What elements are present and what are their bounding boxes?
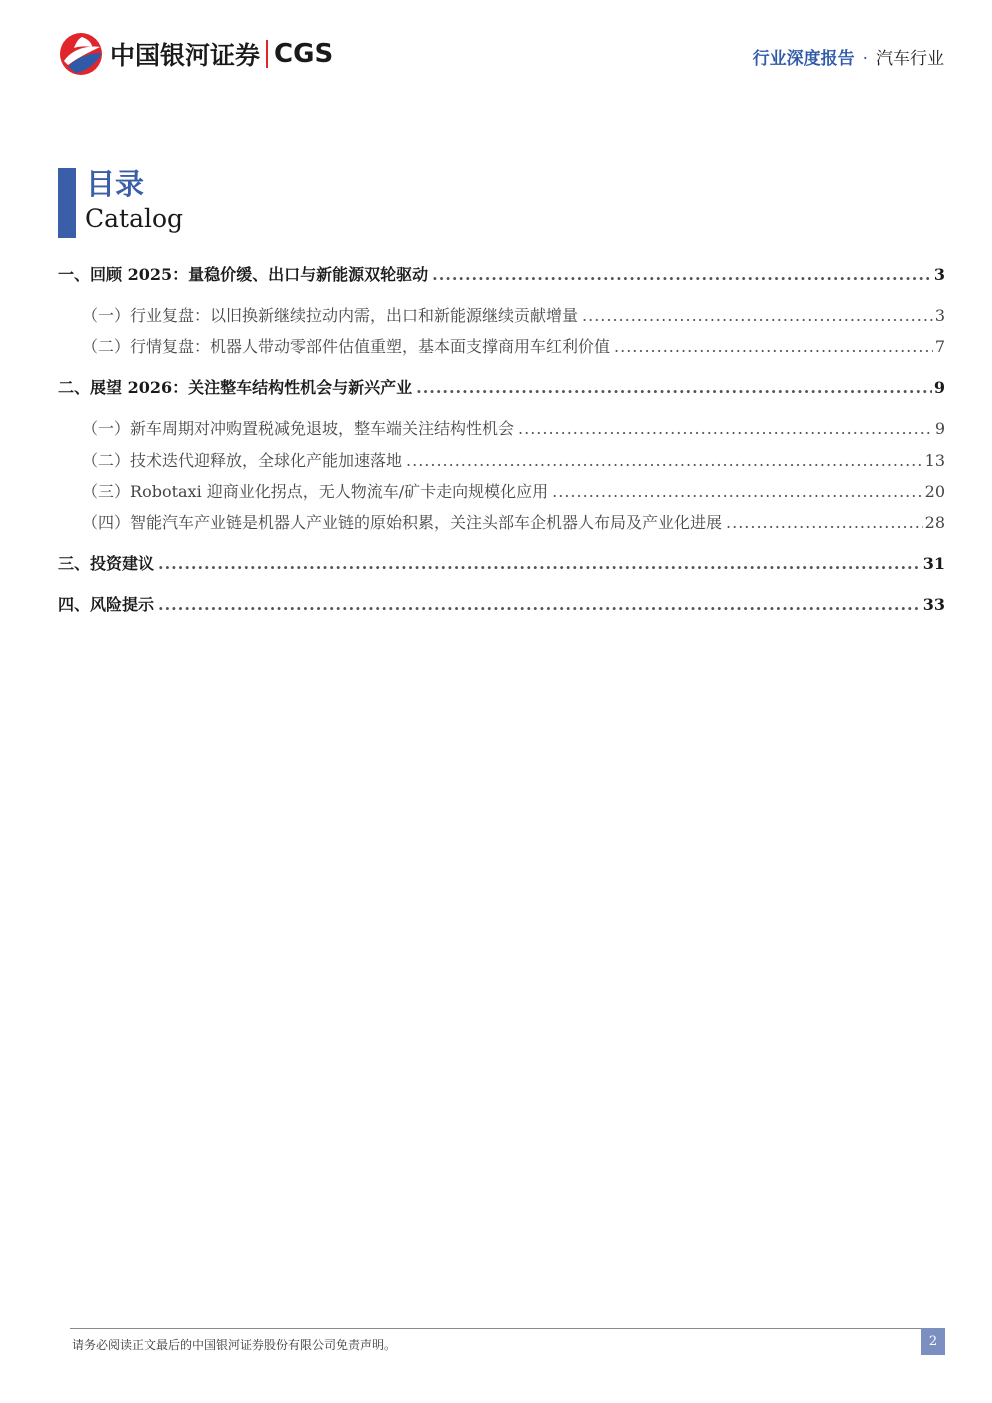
toc-number: （二） [82, 451, 131, 470]
toc-leader-dots [158, 554, 921, 573]
toc-page-number: 13 [924, 451, 945, 470]
toc-leader-dots [406, 451, 923, 470]
toc-number: （二） [82, 337, 131, 356]
footer-divider [70, 1328, 944, 1329]
toc-number: 三、 [58, 554, 91, 573]
toc-leader-dots [416, 378, 932, 397]
footer-disclaimer: 请务必阅读正文最后的中国银河证券股份有限公司免责声明。 [72, 1338, 397, 1352]
toc-page-number: 9 [934, 419, 945, 438]
page-number-badge: 2 [921, 1328, 945, 1355]
toc-title: 风险提示 [90, 595, 155, 614]
toc-number: （一） [82, 419, 131, 438]
report-industry: 汽车行业 [876, 49, 944, 69]
toc-entry-1-2[interactable] [58, 334, 945, 357]
toc-entry-3[interactable] [58, 551, 945, 574]
toc-entry-2-2[interactable] [58, 448, 945, 471]
toc-leader-dots [158, 595, 921, 614]
toc-leader-dots [726, 513, 923, 532]
report-separator: · [862, 49, 868, 69]
toc-title: 展望 2026：关注整车结构性机会与新兴产业 [90, 378, 413, 397]
toc-page-number: 20 [924, 482, 945, 501]
toc-entry-1[interactable] [58, 262, 945, 285]
toc-title: 行情复盘：机器人带动零部件估值重塑，基本面支撑商用车红利价值 [130, 337, 611, 356]
toc-page-number: 33 [922, 595, 945, 614]
toc-title: 技术迭代迎释放，全球化产能加速落地 [130, 451, 403, 470]
report-type: 行业深度报告 [752, 49, 855, 69]
catalog-title-cn: 目录 [86, 167, 145, 201]
toc-title: 行业复盘：以旧换新继续拉动内需，出口和新能源继续贡献增量 [130, 306, 579, 325]
toc-entry-4[interactable] [58, 592, 945, 615]
toc-title: 智能汽车产业链是机器人产业链的原始积累，关注头部车企机器人布局及产业化进展 [130, 513, 723, 532]
page-header [0, 0, 992, 100]
logo-english-name: CGS [274, 39, 334, 69]
toc-number: （一） [82, 306, 131, 325]
toc-entry-2-1[interactable] [58, 416, 945, 439]
toc-page-number: 3 [933, 265, 945, 284]
toc-leader-dots [518, 419, 933, 438]
logo-chinese-name: 中国银河证券 [110, 41, 261, 70]
galaxy-logo-icon [58, 31, 104, 77]
toc-number: 四、 [58, 595, 91, 614]
toc-entry-2-4[interactable] [58, 510, 945, 533]
toc-page-number: 7 [934, 337, 945, 356]
toc-number: 一、 [58, 265, 91, 284]
toc-title: Robotaxi 迎商业化拐点，无人物流车/矿卡走向规模化应用 [130, 482, 549, 501]
catalog-title-en: Catalog [85, 204, 184, 233]
toc-page-number: 31 [922, 554, 945, 573]
toc-title: 投资建议 [90, 554, 155, 573]
toc-title: 回顾 2025：量稳价缓、出口与新能源双轮驱动 [90, 265, 429, 284]
toc-entry-2-3[interactable] [58, 479, 945, 502]
toc-entry-2[interactable] [58, 375, 945, 398]
toc-number: 二、 [58, 378, 91, 397]
toc-page-number: 9 [933, 378, 945, 397]
toc-leader-dots [432, 265, 932, 284]
toc-page-number: 3 [934, 306, 945, 325]
company-logo [58, 32, 333, 76]
toc-number: （三） [82, 482, 131, 501]
toc-leader-dots [582, 306, 933, 325]
toc-title: 新车周期对冲购置税减免退坡，整车端关注结构性机会 [130, 419, 515, 438]
toc-number: （四） [82, 513, 131, 532]
logo-separator [266, 40, 268, 68]
toc-leader-dots [614, 337, 933, 356]
toc-leader-dots [552, 482, 922, 501]
report-tag [753, 44, 944, 69]
toc-page-number: 28 [924, 513, 945, 532]
toc-entry-1-1[interactable] [58, 303, 945, 326]
catalog-accent-bar [58, 168, 76, 238]
